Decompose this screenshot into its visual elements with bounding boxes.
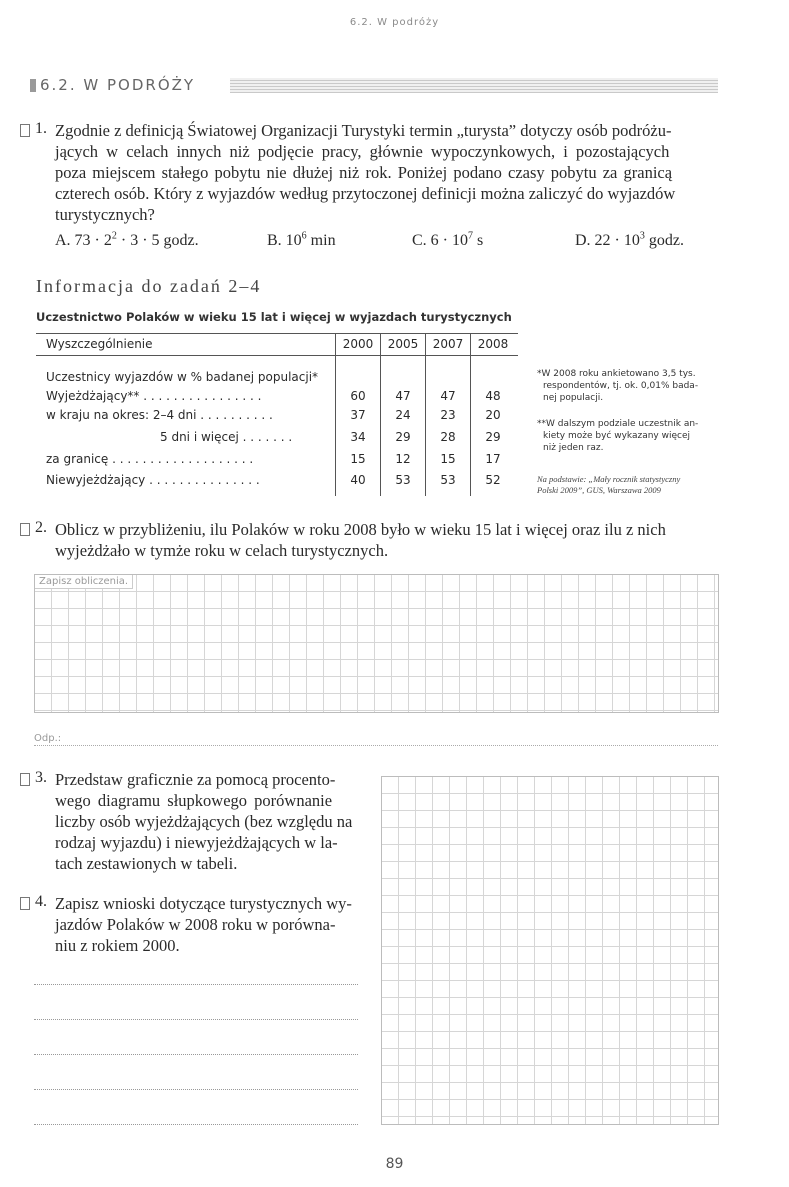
answer-c[interactable]: C. $6 \cdot 10^7$ s <box>412 230 484 249</box>
table-cell: 60 <box>350 389 366 403</box>
table-header-year: 2007 <box>432 337 464 351</box>
task-1-line: turystycznych? <box>55 205 155 224</box>
table-cell: 37 <box>350 408 366 422</box>
calculation-grid[interactable] <box>34 574 719 713</box>
table-header-year: 2008 <box>477 337 509 351</box>
table-cell: 20 <box>485 408 501 422</box>
footnote-2 <box>537 418 717 454</box>
task-4-number: 4. <box>35 893 47 910</box>
conclusion-line[interactable] <box>34 1018 358 1020</box>
table-row-label: Wyjeżdżający** . . . . . . . . . . . . . . . . <box>46 389 262 403</box>
task-2-number: 2. <box>35 519 47 536</box>
task-3-text <box>55 769 365 874</box>
task-1-answers <box>55 232 715 254</box>
task-1-number: 1. <box>35 120 47 137</box>
task-2-text <box>55 519 718 561</box>
conclusion-line[interactable] <box>34 983 358 985</box>
table-cell: 15 <box>350 452 366 466</box>
task-1-line: Zgodnie z definicją Światowej Organizacji Turystyki termin „turysta” dotyczy osób podróżu- <box>55 121 672 140</box>
table-row-label: w kraju na okres: 2–4 dni . . . . . . . . . . <box>46 408 273 422</box>
task-1-text <box>55 120 718 225</box>
table-row-label: Niewyjeżdżający . . . . . . . . . . . . . . . <box>46 473 260 487</box>
task-3-line: rodzaj wyjazdu) i niewyjeżdżających w la- <box>55 833 338 852</box>
task-1-line: jących w celach innych niż podjęcie pracy, głównie wypoczynkowych, i pozostających <box>55 142 670 161</box>
table-cell: 53 <box>395 473 411 487</box>
task-1-line: czterech osób. Który z wyjazdów według przytoczonej definicji można zaliczyć do wyjazdów <box>55 184 676 203</box>
section-title: 6.2. W PODRÓŻY <box>40 76 196 94</box>
task-4-text <box>55 893 365 956</box>
task-3-line: liczby osób wyjeżdżających (bez względu na <box>55 812 353 831</box>
task-1-checkbox[interactable] <box>20 124 30 137</box>
table-cell: 52 <box>485 473 501 487</box>
table-cell: 53 <box>440 473 456 487</box>
task-3-checkbox[interactable] <box>20 773 30 786</box>
footnote-1 <box>537 368 717 404</box>
task-2-line: Oblicz w przybliżeniu, ilu Polaków w roku 2008 było w wieku 15 lat i więcej oraz ilu z nich <box>55 520 666 539</box>
participation-table <box>36 333 518 500</box>
table-cell: 15 <box>440 452 456 466</box>
task-3-line: Przedstaw graficznie za pomocą procento- <box>55 770 336 789</box>
conclusion-line[interactable] <box>34 1053 358 1055</box>
answer-b[interactable]: B. $10^6$ min <box>267 230 336 249</box>
answer-d[interactable]: D. $22 \cdot 10^3$ godz. <box>575 230 684 249</box>
task-4-line: jazdów Polaków w 2008 roku w porówna- <box>55 915 336 934</box>
table-cell: 29 <box>485 430 501 444</box>
table-cell: 40 <box>350 473 366 487</box>
table-col-divider <box>470 333 471 496</box>
section-marker-icon <box>30 79 36 92</box>
source-line: Na podstawie: „Mały rocznik statystyczny <box>537 474 681 484</box>
section-stripe <box>230 78 718 93</box>
task-2-checkbox[interactable] <box>20 523 30 536</box>
answer-line[interactable] <box>34 733 718 746</box>
table-cell: 47 <box>395 389 411 403</box>
page-number: 89 <box>385 1156 404 1172</box>
table-col-divider <box>380 333 381 496</box>
conclusion-line[interactable] <box>34 1088 358 1090</box>
table-row-label: za granicę . . . . . . . . . . . . . . . . . . . <box>46 452 254 466</box>
table-col-divider <box>335 333 336 496</box>
table-cell: 28 <box>440 430 456 444</box>
footnote-line: *W 2008 roku ankietowano 3,5 tys. <box>537 369 696 379</box>
table-cell: 47 <box>440 389 456 403</box>
answer-a[interactable]: A. $73 \cdot 2^2 \cdot 3 \cdot 5$ godz. <box>55 230 199 249</box>
table-header-label: Wyszczególnienie <box>46 337 153 351</box>
footnote-line: niż jeden raz. <box>543 443 604 453</box>
table-cell: 12 <box>395 452 411 466</box>
footnote-line: nej populacji. <box>543 393 604 403</box>
footnote-line: kiety może być wykazany więcej <box>543 431 690 441</box>
conclusion-line[interactable] <box>34 1123 358 1125</box>
info-title: Informacja do zadań 2–4 <box>36 276 262 296</box>
task-1-line: poza miejscem stałego pobytu nie dłużej niż rok. Poniżej podano czasy pobytu za granicą <box>55 163 673 182</box>
diagram-grid[interactable] <box>381 776 719 1125</box>
table-cell: 48 <box>485 389 501 403</box>
table-cell: 29 <box>395 430 411 444</box>
table-cell: 24 <box>395 408 411 422</box>
table-header-rule <box>36 355 518 356</box>
table-header-year: 2005 <box>387 337 419 351</box>
footnote-line: **W dalszym podziale uczestnik an- <box>537 419 699 429</box>
running-head: 6.2. W podróży <box>349 17 440 28</box>
table-col-divider <box>425 333 426 496</box>
task-3-number: 3. <box>35 769 47 786</box>
task-3-line: wego diagramu słupkowego porównanie <box>55 791 333 810</box>
footnote-line: respondentów, tj. ok. 0,01% bada- <box>543 381 699 391</box>
task-2-line: wyjeżdżało w tymże roku w celach turystycznych. <box>55 541 389 560</box>
table-top-rule <box>36 333 518 334</box>
answer-label: Odp.: <box>34 733 62 744</box>
table-cell: 23 <box>440 408 456 422</box>
task-4-checkbox[interactable] <box>20 897 30 910</box>
table-header-year: 2000 <box>342 337 374 351</box>
task-3-line: tach zestawionych w tabeli. <box>55 854 238 873</box>
table-row-label: 5 dni i więcej . . . . . . . <box>160 430 293 444</box>
source-line: Polski 2009”, GUS, Warszawa 2009 <box>537 485 661 495</box>
calculation-hint: Zapisz obliczenia. <box>35 575 133 589</box>
task-4-line: niu z rokiem 2000. <box>55 936 180 955</box>
table-cell: 17 <box>485 452 501 466</box>
task-4-line: Zapisz wnioski dotyczące turystycznych wy- <box>55 894 352 913</box>
table-row-label: Uczestnicy wyjazdów w % badanej populacji* <box>46 370 319 384</box>
table-caption: Uczestnictwo Polaków w wieku 15 lat i więcej w wyjazdach turystycznych <box>36 310 512 324</box>
table-cell: 34 <box>350 430 366 444</box>
table-source <box>537 474 717 496</box>
section-header <box>30 75 718 97</box>
